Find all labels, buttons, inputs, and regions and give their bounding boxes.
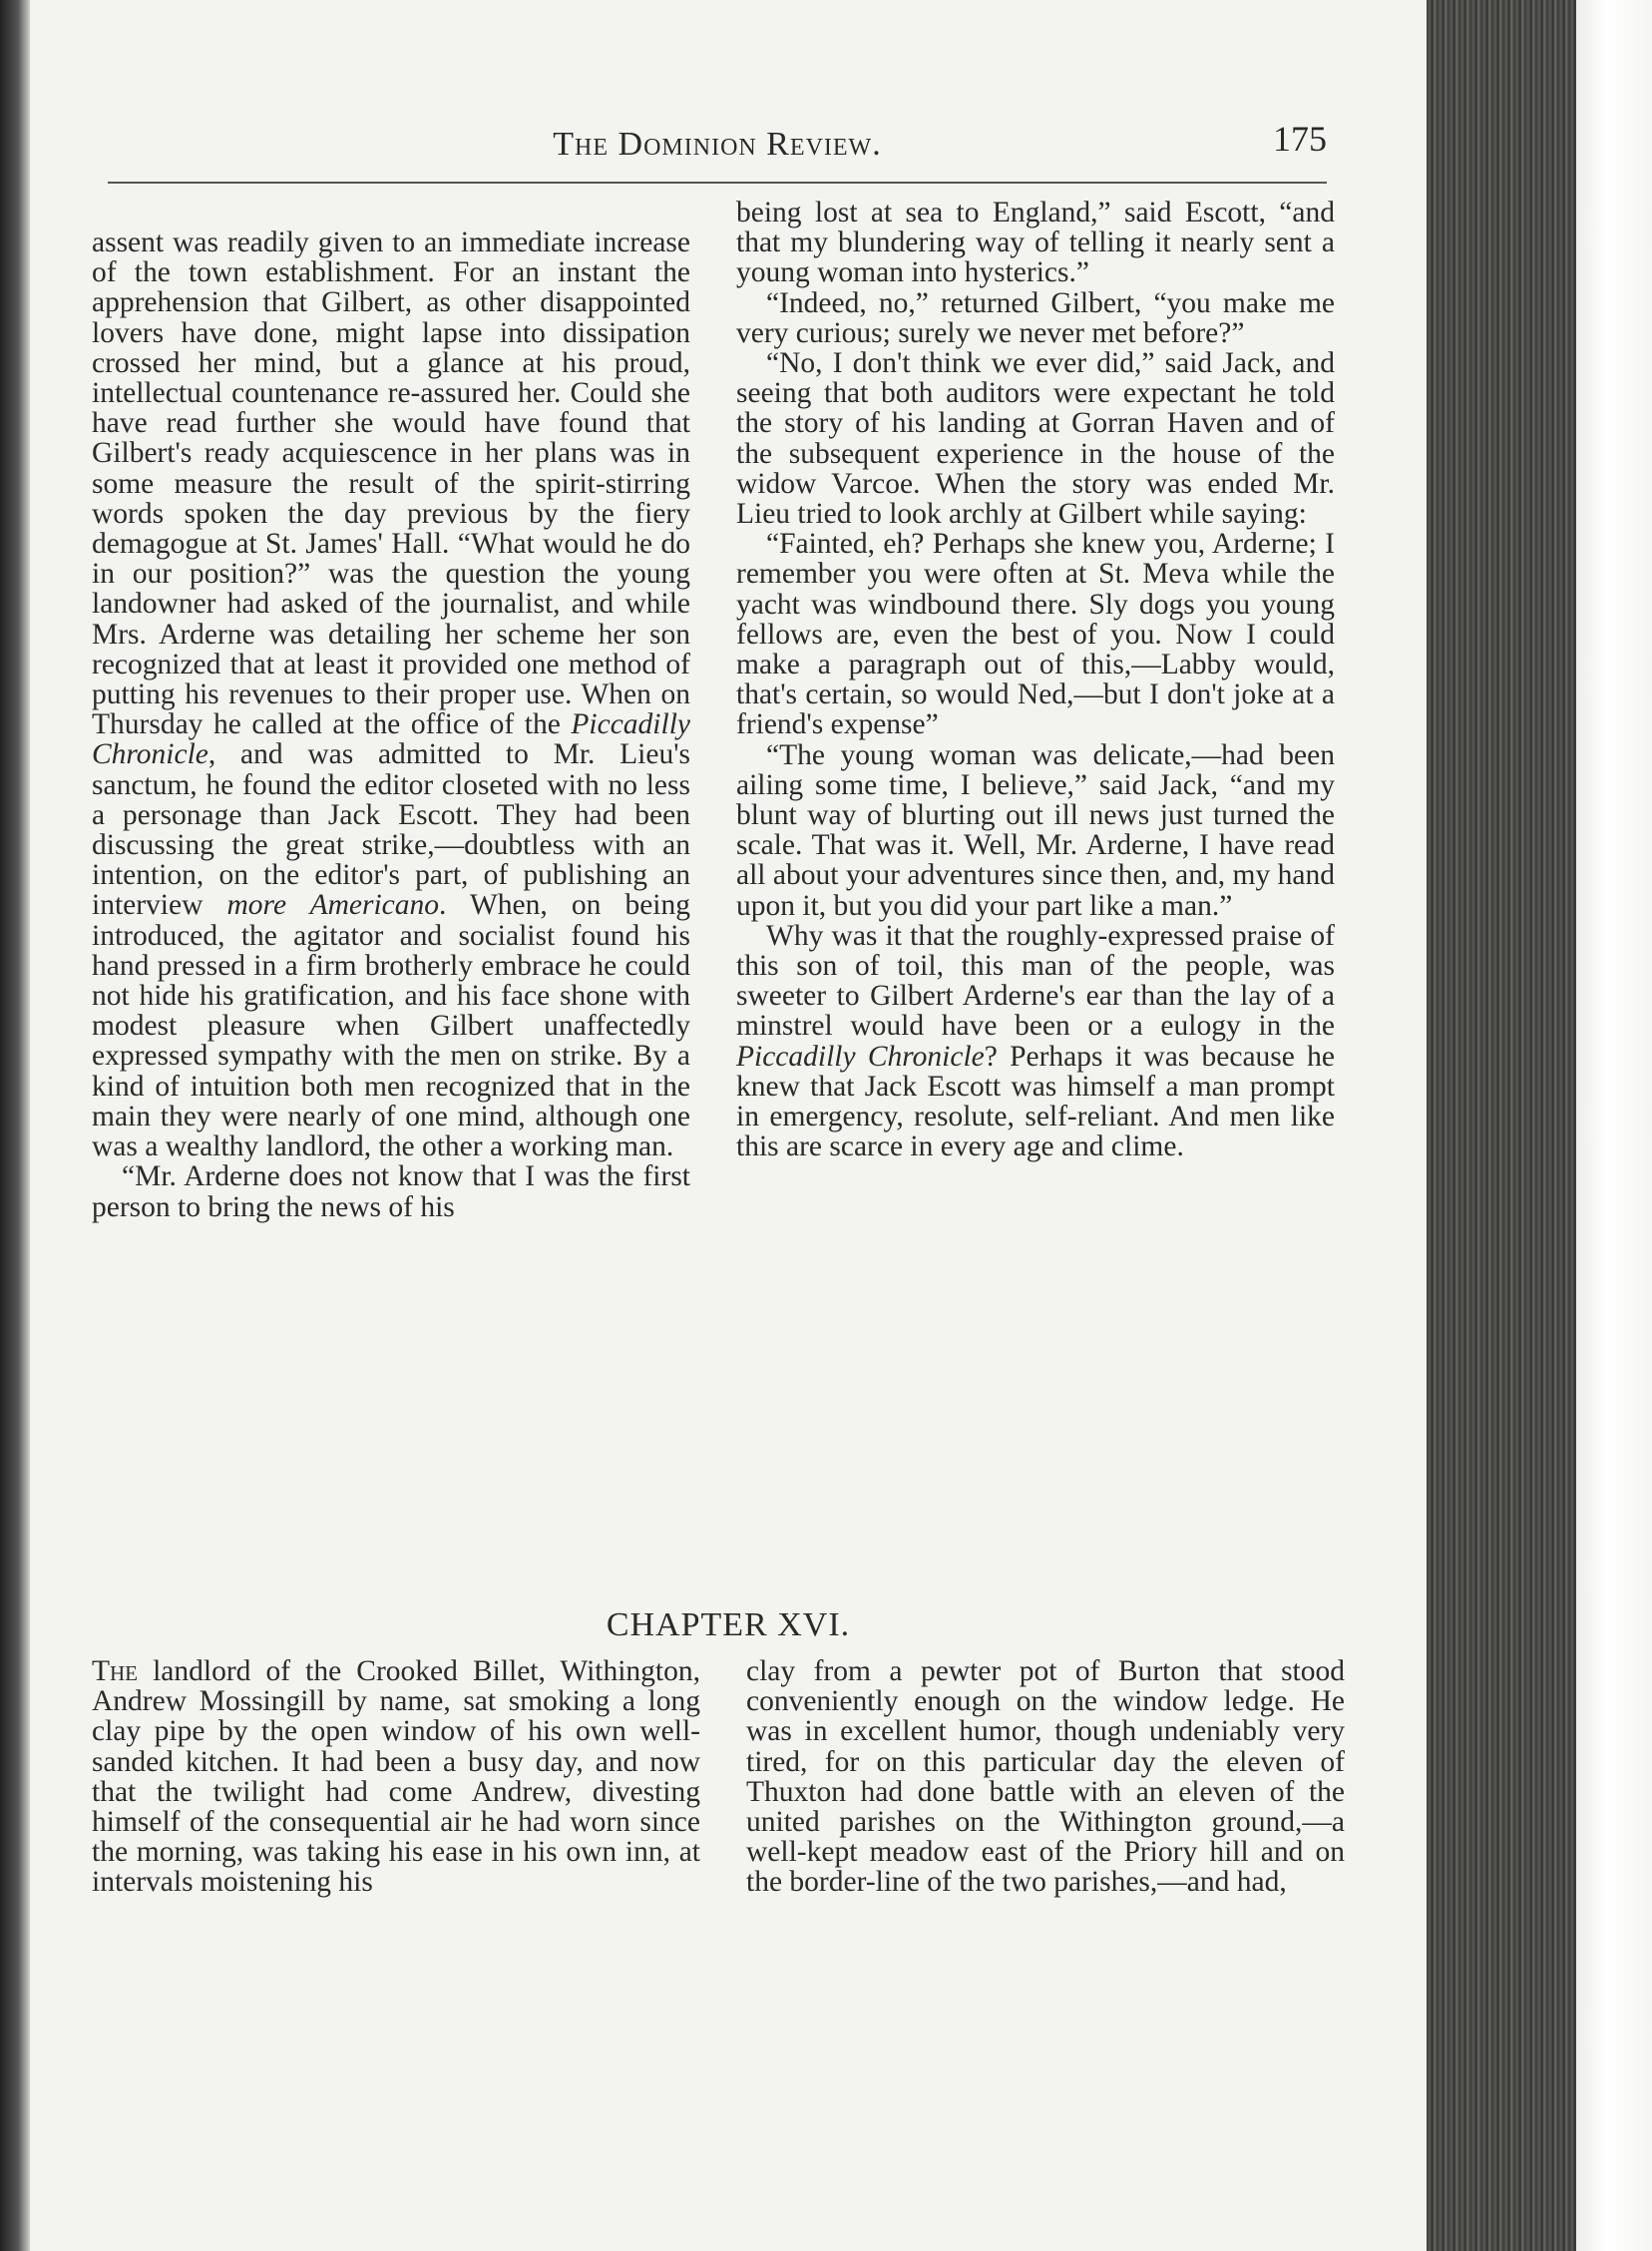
- book-gutter: [0, 0, 30, 2251]
- paragraph: “Mr. Arderne does not know that I was the first person to bring the news of his: [92, 1160, 690, 1223]
- right-column-top: [736, 198, 1335, 1162]
- chapter-opening-paragraph: [92, 1656, 700, 1898]
- lead-word: The: [92, 1655, 139, 1687]
- page-stack-edges: [1427, 0, 1652, 2251]
- paragraph: “No, I don't think we ever did,” said Jack, and seeing that both auditors were expectant he told the story of his landing at Gorran Haven and of the subsequent experience in the house of the widow Varcoe. When the story was ended Mr. Lieu tried to look archly at Gilbert while saying:: [736, 347, 1335, 531]
- paragraph: clay from a pewter pot of Burton that stood conveniently enough on the window ledge. He was in excellent humor, though undeniably very tired, for on this particular day the eleven of Thuxton had done battle with an eleven of the united parishes on the Withington ground,—a well-kept meadow east of the Priory hill and on the border-line of the two parishes,—and had,: [746, 1655, 1345, 1899]
- page-number: 175: [1273, 119, 1327, 159]
- left-column-bottom: [92, 1656, 700, 1898]
- right-column-bottom: [746, 1656, 1345, 1898]
- paragraph-text: landlord of the Crooked Billet, Withington, Andrew Mossingill by name, sat smoking a long clay pipe by the open window of his own well-sanded kitchen. It had been a busy day, and now that the twilight had come Andrew, divesting himself of the consequential air he had worn since the morning, was taking his ease in his own inn, at intervals moistening his: [92, 1655, 700, 1899]
- running-header: [108, 112, 1327, 184]
- paragraph: “Indeed, no,” returned Gilbert, “you make me very curious; surely we never met before?”: [736, 286, 1335, 349]
- left-column-top: [92, 227, 690, 1222]
- paragraph: being lost at sea to England,” said Escott, “and that my blundering way of telling it nearly sent a young woman into hysterics.”: [736, 197, 1335, 289]
- chapter-heading: CHAPTER XVI.: [606, 1606, 851, 1643]
- paragraph: “The young woman was delicate,—had been ailing some time, I believe,” said Jack, “and my blunt way of blurting out ill news just turned the scale. That was it. Well, Mr. Arderne, I have read all about your adventures since then, and, my hand upon it, but you did your part like a man.”: [736, 738, 1335, 922]
- paragraph: Why was it that the roughly-expressed praise of this son of toil, this man of the people, was sweeter to Gilbert Arderne's ear than the lay of a minstrel would have been or a eulogy in the Piccadilly Chronicle? Perhaps it was because he knew that Jack Escott was himself a man prompt in emergency, resolute, self-reliant. And men like this are scarce in every age and clime.: [736, 919, 1335, 1163]
- journal-title: The Dominion Review.: [553, 126, 882, 163]
- paragraph: “Fainted, eh? Perhaps she knew you, Arderne; I remember you were often at St. Meva while the yacht was windbound there. Sly dogs you young fellows are, even the best of you. Now I could make a paragraph out of this,—Labby would, that's certain, so would Ned,—but I don't joke at a friend's expense”: [736, 528, 1335, 741]
- paragraph: assent was readily given to an immediate increase of the town establishment. For an instant the apprehension that Gilbert, as other disappointed lovers have done, might lapse into dissipation crossed her mind, but a glance at his proud, intellectual countenance re-assured her. Could she have read further she would have found that Gilbert's ready acquiescence in her plans was in some measure the result of the spirit-stirring words spoken the day previous by the fiery demagogue at St. James' Hall. “What would he do in our position?” was the question the young landowner had asked of the journalist, and while Mrs. Arderne was detailing her scheme her son recognized that at least it provided one method of putting his revenues to their proper use. When on Thursday he called at the office of the Piccadilly Chronicle, and was admitted to Mr. Lieu's sanctum, he found the editor closeted with no less a personage than Jack Escott. They had been discussing the great strike,—doubtless with an intention, on the editor's part, of publishing an interview more Americano. When, on being introduced, the agitator and socialist found his hand pressed in a firm brotherly embrace he could not hide his gratification, and his face shone with modest pleasure when Gilbert unaffectedly expressed sympathy with the men on strike. By a kind of intuition both men recognized that in the main they were nearly of one mind, although one was a wealthy landlord, the other a working man.: [92, 226, 690, 1163]
